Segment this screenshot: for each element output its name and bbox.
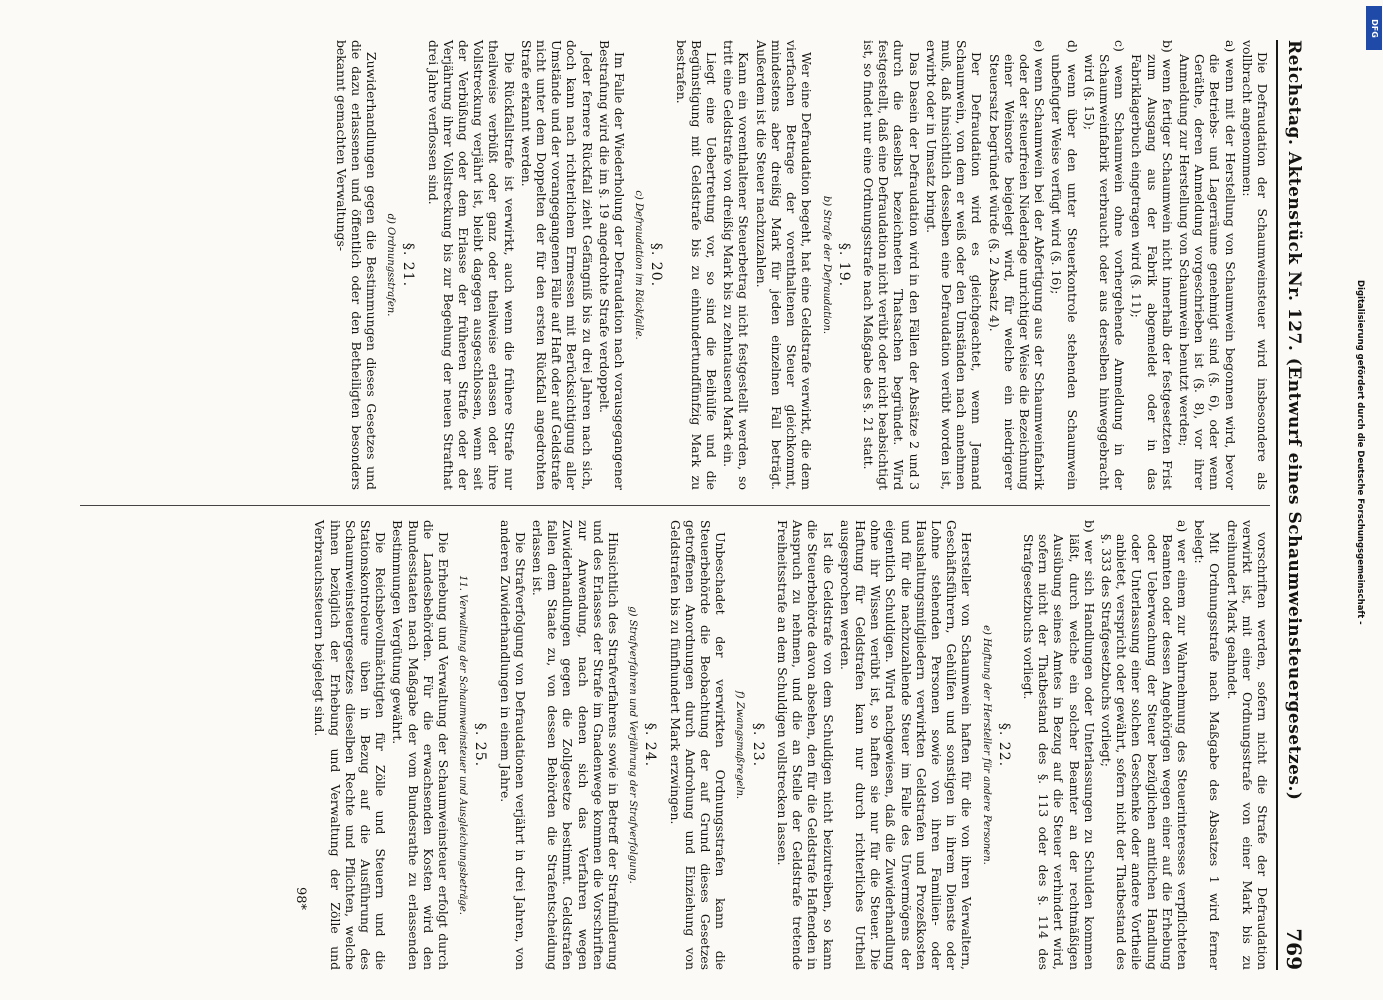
column-divider xyxy=(80,505,1270,506)
section-heading: §. 23. xyxy=(749,722,766,768)
text-columns xyxy=(80,40,1270,970)
paragraph: Hersteller von Schaumwein haften für die von ihren Verwaltern, Geschäftsführern, Gehülfen und sonstigen in ihrem Dienste oder Lohne stehenden Personen sowie von ihren Familien- oder Haushaltungsmitgliedern verwirkten Geldstrafen und Prozeßkosten und für die nachzuzahlende Steuer im Falle des Unvermögens der eigentlich Schuldigen. Wird nachgewiesen, daß die Zuwiderhandlung ohne ihr Wissen verübt ist, so haften sie nur für die Steuer. Die Haftung für Geldstrafen kann nur durch richterliches Urtheil ausgesprochen werden. xyxy=(837,520,975,970)
paragraph: Ist die Geldstrafe von dem Schuldigen nicht beizutreiben, so kann die Steuerbehörde davon absehen, den für die Geldstrafe Haftenden in Anspruch zu nehmen, und die an Stelle der Geldstrafe tretende Freiheitsstrafe an dem Schuldigen vollstrecken lassen. xyxy=(774,520,836,970)
running-head: Reichstag. Aktenstück Nr. 127. (Entwurf eines Schaumweinsteuergesetzes.) xyxy=(1284,40,1304,801)
logo-text: DFG xyxy=(1369,18,1379,38)
paragraph: Die Erhebung und Verwaltung der Schaumweinsteuer erfolgt durch die Landesbehörden. Für die erwachsenden Kosten wird den Bundesstaaten nach Maßgabe der vom Bundesrathe zu erlassenden Bestimmungen Vergütung gewährt. xyxy=(390,520,452,970)
paragraph: Die Reichsbevollmächtigten für Zölle und Steuern und die Stationskontroleure üben in Bezug auf die Ausführung des Schaumweinsteuergesetzes dieselben Rechte und Pflichten, welche ihnen bezüglich der Erhebung und Verwaltung der Zölle und Verbrauchssteuern beigelegt sind. xyxy=(312,520,389,970)
paragraph: Wer eine Defraudation begeht, hat eine Geldstrafe verwirkt, die dem vierfachen Betrage der vorenthaltenen Steuer gleichkommt, mindestens aber dreißig Mark für jeden einzelnen Fall beträgt. Außerdem ist die Steuer nachzuzahlen. xyxy=(753,40,815,490)
page-header xyxy=(1276,40,1310,970)
section-subheading: d) Ordnungsstrafen. xyxy=(385,213,397,317)
left-column xyxy=(80,40,1270,490)
paragraph: Hinsichtlich des Strafverfahrens sowie in Betreff der Strafmilderung und des Erlasses der Strafe im Gnadenwege kommen die Vorschriften zur Anwendung, nach denen sich das Verfahren wegen Zuwiderhandlungen gegen die Zollgesetze bestimmt. Geldstrafen fallen dem Staate zu, von dessen Behörden die Strafentscheidung erlassen ist. xyxy=(530,520,622,970)
list-item: b) wer sich Handlungen oder Unterlassungen zu Schulden kommen läßt, durch welche ein solcher Beamter an der rechtmäßigen Ausübung seines Amtes in Bezug auf die Steuer verhindert wird, sofern nicht der Thatbestand des §. 113 oder des §. 114 des Strafgesetzbuchs vorliegt. xyxy=(1020,520,1097,970)
paragraph: Jeder fernere Rückfall zieht Gefängniß bis zu drei Jahren nach sich, doch kann nach richterlichem Ermessen mit Berücksichtigung aller Umstände und der vorangegangenen Fälle auf Haft oder auf Geldstrafe nicht unter dem Doppelten der für den ersten Rückfall angedrohten Strafe erkannt werden. xyxy=(518,40,595,490)
list-item: c) wenn Schaumwein ohne vorhergehende Anmeldung in der Schaumweinfabrik verbraucht oder aus derselben hinweggebracht wird (§. 15); xyxy=(1081,40,1128,490)
paragraph: Zuwiderhandlungen gegen die Bestimmungen dieses Gesetzes und die dazu erlassenen und öffentlich oder den Betheiligten besonders bekannt gemachten Verwaltungs- xyxy=(333,40,380,490)
list-item: a) wer einem zur Wahrnehmung des Steuerinteresses verpflichteten Beamten oder dessen Angehörigen wegen einer auf die Erhebung oder Ueberwachung der Steuer bezüglichen amtlichen Handlung oder Unterlassung einer solchen Geschenke oder andere Vortheile anbietet, verspricht oder gewährt, sofern nicht der Thatbestand des §. 333 des Strafgesetzbuchs vorliegt; xyxy=(1098,520,1190,970)
paragraph: Mit Ordnungsstrafe nach Maßgabe des Absatzes 1 wird ferner belegt: xyxy=(1192,520,1223,970)
section-subheading: c) Defraudation im Rückfalle. xyxy=(633,190,645,340)
section-subheading: g) Strafverfahren und Verjährung der Strafverfolgung. xyxy=(627,606,639,884)
signature-mark: 98* xyxy=(293,886,309,910)
section-heading: §. 24. xyxy=(642,722,659,768)
paragraph: Kann ein vorenthaltener Steuerbetrag nicht festgestellt werden, so tritt eine Geldstrafe von dreißig Mark bis zu zehntausend Mark ein. xyxy=(721,40,752,490)
paragraph: Liegt eine Uebertretung vor, so sind die Beihülfe und die Begünstigung mit Geldstrafe bis zu einhundertundfünfzig Mark zu bestrafen. xyxy=(673,40,720,490)
paragraph: Unbeschadet der verwirkten Ordnungsstrafen kann die Steuerbehörde die Beobachtung der auf Grund dieses Gesetzes getroffenen Anordnungen durch Androhung und Einziehung von Geldstrafen bis zu fünfhundert Mark erzwingen. xyxy=(667,520,729,970)
rotated-page-content xyxy=(70,40,1310,970)
section-subheading: b) Strafe der Defraudation. xyxy=(820,195,832,335)
section-heading: §. 22. xyxy=(995,722,1012,768)
paragraph: vorschriften werden, sofern nicht die Strafe der Defraudation verwirkt ist, mit einer Ordnungsstrafe von einer Mark bis zu dreihundert Mark geahndet. xyxy=(1224,520,1270,970)
list-item: b) wenn fertiger Schaumwein nicht innerhalb der festgesetzten Frist zum Ausgang aus der Fabrik abgemeldet oder in das Fabriklagerbuch eingetragen wird (§. 11); xyxy=(1129,40,1175,490)
digitization-notice: Digitalisierung gefördert durch die Deutsche Forschungsgemeinschaft - xyxy=(1355,280,1365,625)
section-subheading: e) Haftung der Hersteller für andere Personen. xyxy=(980,625,992,865)
list-item: a) wenn mit der Herstellung von Schaumwein begonnen wird, bevor die Betriebs- und Lagerräume genehmigt sind (§. 6), oder wenn Geräthe, deren Anmeldung vorgeschrieben ist (§. 8), vor ihrer Anmeldung zur Herstellung von Schaumwein benutzt werden; xyxy=(1176,40,1238,490)
paragraph: Der Defraudation wird es gleichgeachtet, wenn Jemand Schaumwein, von dem er weiß oder den Umständen nach annehmen muß, daß hinsichtlich desselben eine Defraudation verübt worden ist, erwirbt oder in Umsatz bringt. xyxy=(923,40,985,490)
paragraph: Das Dasein der Defraudation wird in den Fällen der Absätze 2 und 3 durch die daselbst bezeichneten Thatsachen begründet. Wird festgestellt, daß eine Defraudation nicht verübt oder nicht beabsichtigt ist, so findet nur eine Ordnungsstrafe nach Maßgabe des §. 21 statt. xyxy=(860,40,922,490)
page-number: 769 xyxy=(1282,928,1306,970)
section-heading: §. 21. xyxy=(400,242,417,288)
right-column xyxy=(80,520,1270,970)
paragraph: Die Rückfallstrafe ist verwirkt, auch wenn die frühere Strafe nur theilweise verbüßt oder ganz oder theilweise erlassen oder ihre Vollstreckung verjährt ist, bleibt dagegen ausgeschlossen, wenn seit der Verbüßung oder dem Erlasse der früheren Strafe oder der Verjährung ihrer Vollstreckung bis zur Begehung der neuen Strafthat drei Jahre verflossen sind. xyxy=(425,40,517,490)
list-item: d) wenn über den unter Steuerkontrole stehenden Schaumwein unbefugter Weise verfügt wird (§. 16); xyxy=(1049,40,1080,490)
paragraph: Die Defraudation der Schaumweinsteuer wird insbesondere als vollbracht angenommen: xyxy=(1239,40,1270,490)
paragraph: Im Falle der Wiederholung der Defraudation nach vorausgegangener Bestrafung wird die im §. 19 angedrohte Strafe verdoppelt. xyxy=(596,40,628,490)
section-heading: §. 25. xyxy=(472,722,489,768)
dfg-logo xyxy=(1366,6,1382,50)
section-heading: §. 19. xyxy=(835,242,852,288)
section-subheading: 11. Verwaltung der Schaumweinsteuer und Ausgleichungsbeträge. xyxy=(457,575,469,915)
list-item: e) wenn Schaumwein bei der Abfertigung aus der Schaumweinfabrik oder der steuerfreien Niederlage unrichtiger Weise die Bezeichnung einer Weinsorte beigelegt wird, für welche ein niedrigerer Steuersatz begründet würde (§. 2 Absatz 4). xyxy=(986,40,1048,490)
section-subheading: f) Zwangsmaßregeln. xyxy=(734,690,746,800)
paragraph: Die Strafverfolgung von Defraudationen verjährt in drei Jahren, von anderen Zuwiderhandlungen in einem Jahre. xyxy=(497,520,528,970)
section-heading: §. 20. xyxy=(648,242,665,288)
